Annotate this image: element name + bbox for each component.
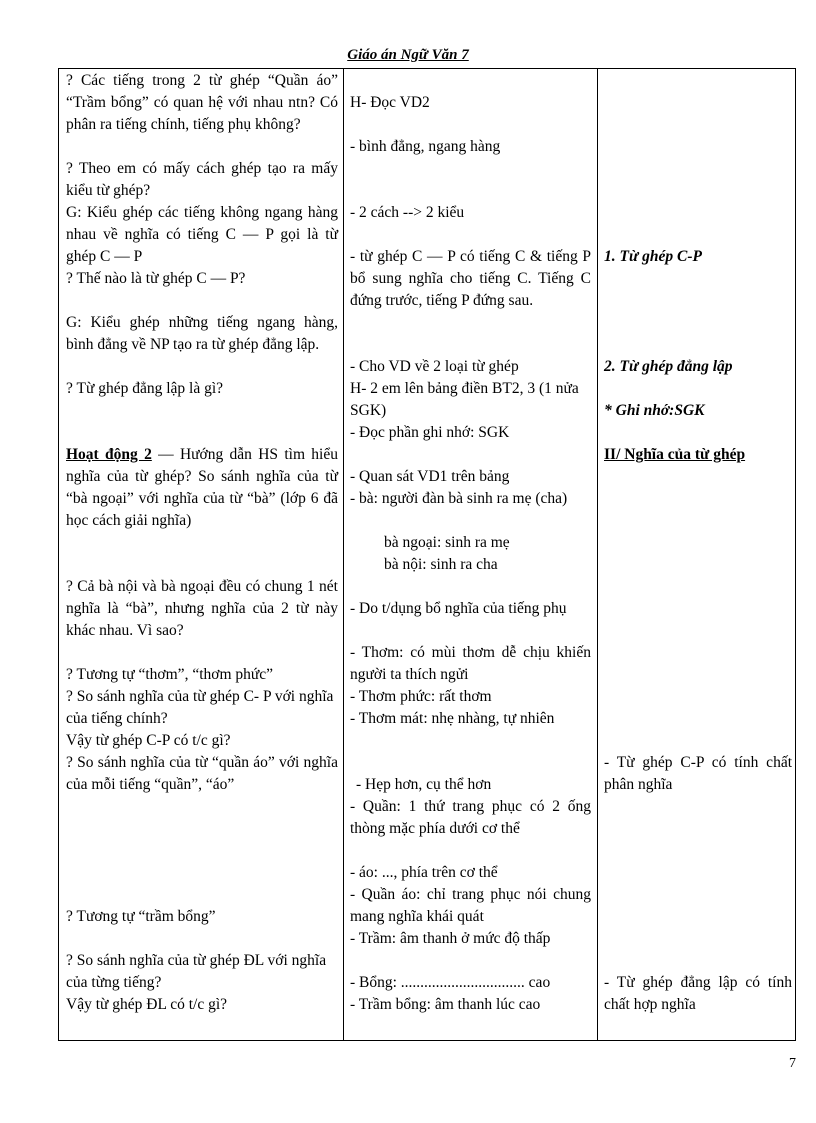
student-activity: - áo: ..., phía trên cơ thể bbox=[350, 864, 498, 881]
student-activity: - bình đẳng, ngang hàng bbox=[350, 138, 501, 155]
question-block: ? Thế nào là từ ghép C — P? bbox=[66, 270, 246, 287]
student-activity: - Thơm phức: rất thơm bbox=[350, 688, 492, 705]
question-block: ? So sánh nghĩa của từ ghép C- P với nghĩa của tiếng chính? bbox=[66, 688, 334, 727]
question-block: ? Cả bà nội và bà ngoại đều có chung 1 nét nghĩa là “bà”, nhưng nghĩa của 2 từ này khác nhau. Vì sao? bbox=[66, 578, 338, 639]
lesson-table bbox=[58, 68, 796, 1041]
question-block: Vậy từ ghép ĐL có t/c gì? bbox=[66, 996, 228, 1013]
page-number: 7 bbox=[789, 1056, 796, 1071]
student-activity: - Trầm bổng: âm thanh lúc cao bbox=[350, 996, 541, 1013]
activity-block bbox=[66, 444, 338, 532]
student-activity: - Do t/dụng bổ nghĩa của tiếng phụ bbox=[350, 600, 567, 617]
page-header: Giáo án Ngữ Văn 7 bbox=[347, 47, 469, 63]
student-activity: - Quần: 1 thứ trang phục có 2 ống thòng mặc phía dưới cơ thể bbox=[350, 798, 591, 837]
teacher-note: G: Kiểu ghép các tiếng không ngang hàng nhau về nghĩa có tiếng C — P gọi là từ ghép C — P bbox=[66, 204, 338, 265]
student-activity: - Cho VD về 2 loại từ ghép bbox=[350, 358, 519, 375]
question-block: ? Tương tự “trầm bổng” bbox=[66, 908, 216, 925]
section-heading: II/ Nghĩa của từ ghép bbox=[604, 446, 746, 463]
section-heading: 1. Từ ghép C-P bbox=[604, 248, 702, 265]
activity-text: — Hướng dẫn HS tìm hiểu nghĩa của từ ghép? So sánh nghĩa của từ “bà ngoại” với nghĩa của từ “bà” (lớp 6 đã học cách giải nghĩa) bbox=[66, 446, 338, 529]
column-divider bbox=[597, 69, 598, 1040]
student-activity: - Trầm: âm thanh ở mức độ thấp bbox=[350, 930, 551, 947]
question-block: ? Các tiếng trong 2 từ ghép “Quần áo” “Trầm bổng” có quan hệ với nhau ntn? Có phân ra tiếng chính, tiếng phụ không? bbox=[66, 72, 338, 133]
question-block: ? Từ ghép đẳng lập là gì? bbox=[66, 380, 224, 397]
student-activity: bà ngoại: sinh ra mẹ bbox=[384, 534, 510, 551]
section-heading: 2. Từ ghép đẳng lập bbox=[604, 358, 733, 375]
student-activity: - Quần áo: chỉ trang phục nói chung mang nghĩa khái quát bbox=[350, 886, 591, 925]
student-activity: - Thơm: có mùi thơm dễ chịu khiến người ta thích ngửi bbox=[350, 644, 591, 683]
student-activity: - Hẹp hơn, cụ thể hơn bbox=[356, 776, 492, 793]
student-activity: - bà: người đàn bà sinh ra mẹ (cha) bbox=[350, 490, 568, 507]
note-reference: * Ghi nhớ:SGK bbox=[604, 402, 705, 419]
question-block: ? Tương tự “thơm”, “thơm phức” bbox=[66, 666, 274, 683]
student-activity: - từ ghép C — P có tiếng C & tiếng P bổ sung nghĩa cho tiếng C. Tiếng C đứng trước, tiếng P đứng sau. bbox=[350, 248, 591, 309]
column-divider bbox=[343, 69, 344, 1040]
student-activity: - Quan sát VD1 trên bảng bbox=[350, 468, 510, 485]
student-activity: - Đọc phần ghi nhớ: SGK bbox=[350, 424, 510, 441]
student-activity: - Bổng: ................................ cao bbox=[350, 974, 551, 991]
student-activity: - 2 cách --> 2 kiểu bbox=[350, 204, 465, 221]
lesson-point: - Từ ghép C-P có tính chất phân nghĩa bbox=[604, 754, 792, 793]
lesson-point: - Từ ghép đẳng lập có tính chất hợp nghĩa bbox=[604, 974, 792, 1013]
question-block: ? So sánh nghĩa của từ ghép ĐL với nghĩa của từng tiếng? bbox=[66, 952, 327, 991]
student-activity: bà nội: sinh ra cha bbox=[384, 556, 498, 573]
student-activity: H- 2 em lên bảng điền BT2, 3 (1 nửa SGK) bbox=[350, 380, 579, 419]
question-block: Vậy từ ghép C-P có t/c gì? bbox=[66, 732, 231, 749]
student-activity: H- Đọc VD2 bbox=[350, 94, 430, 111]
question-block: ? So sánh nghĩa của từ “quần áo” với nghĩa của mỗi tiếng “quần”, “áo” bbox=[66, 754, 338, 793]
teacher-note: G: Kiểu ghép những tiếng ngang hàng, bình đẳng về NP tạo ra từ ghép đẳng lập. bbox=[66, 314, 338, 353]
question-block: ? Theo em có mấy cách ghép tạo ra mấy kiểu từ ghép? bbox=[66, 160, 338, 199]
student-activity: - Thơm mát: nhẹ nhàng, tự nhiên bbox=[350, 710, 555, 727]
activity-heading: Hoạt động 2 bbox=[66, 446, 152, 463]
